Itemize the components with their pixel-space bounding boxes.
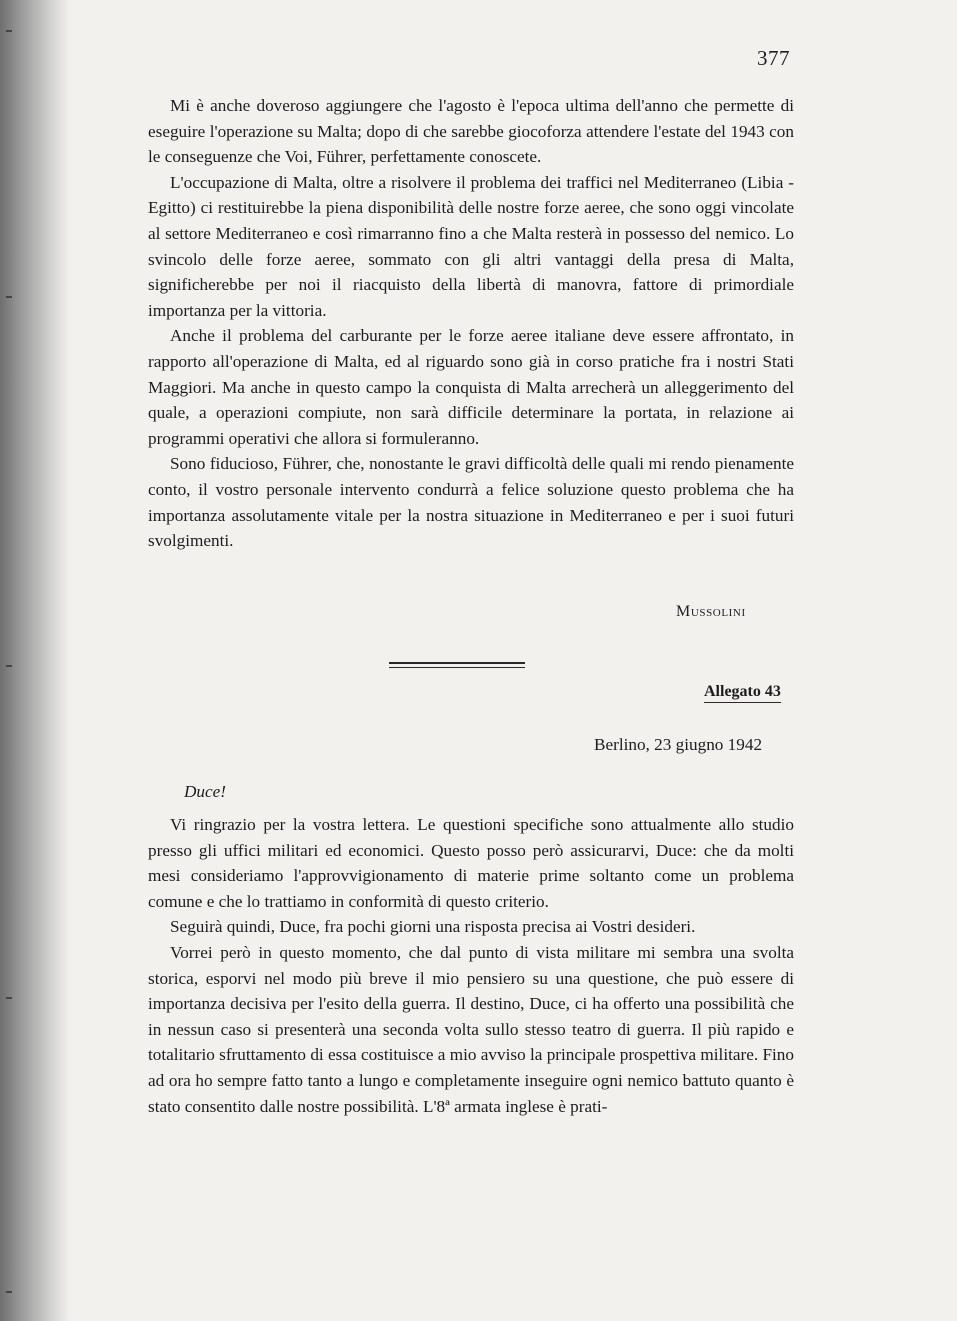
date-line: Berlino, 23 giugno 1942 bbox=[594, 735, 763, 754]
divider-line bbox=[389, 667, 525, 669]
page-number: 377 bbox=[757, 46, 790, 70]
paragraph: Vi ringrazio per la vostra lettera. Le questioni specifiche sono attualmente allo studio presso gli uffici militari ed economici. Questo posso però assicurarvi, Duce: che da molti mesi consideriamo l'approvvigionamento di materie prime soltanto come un problema comune e che lo trattiamo in conformità di questo criterio. bbox=[148, 815, 794, 911]
paragraph: Mi è anche doveroso aggiungere che l'agosto è l'epoca ultima dell'anno che permette di eseguire l'operazione su Malta; dopo di che sarebbe giocoforza attendere l'estate del 1943 con le conseguenze che Voi, Führer, perfettamente conoscete. bbox=[148, 96, 794, 167]
annex-label: Allegato 43 bbox=[704, 682, 781, 703]
scan-binding-shadow bbox=[0, 0, 70, 1321]
paragraph: Anche il problema del carburante per le forze aeree italiane deve essere affrontato, in rapporto all'operazione di Malta, ed al riguardo sono già in corso pratiche fra i nostri Stati Maggiori. Ma anche in questo campo la conquista di Malta arrecherà un alleggerimento del quale, a operazioni compiute, non sarà difficile determinare la portata, in relazione ai programmi operativi che allora si formuleranno. bbox=[148, 326, 794, 448]
letter-body-mussolini bbox=[148, 93, 794, 554]
scan-edge-mark bbox=[6, 1291, 12, 1293]
signature: Mussolini bbox=[676, 603, 746, 620]
scan-edge-mark bbox=[6, 665, 12, 667]
paragraph: Sono fiducioso, Führer, che, nonostante le gravi difficoltà delle quali mi rendo pienamente conto, il vostro personale intervento condurrà a felice soluzione questo problema che ha importanza assolutamente vitale per la nostra situazione in Mediterraneo e per i suoi futuri svolgimenti. bbox=[148, 454, 794, 551]
letter-body-hitler bbox=[148, 812, 794, 1119]
divider-line bbox=[389, 662, 525, 664]
paragraph: Seguirà quindi, Duce, fra pochi giorni una risposta precisa ai Vostri desideri. bbox=[170, 917, 696, 937]
scan-edge-mark bbox=[6, 30, 12, 32]
scan-edge-mark bbox=[6, 997, 12, 999]
paragraph: Vorrei però in questo momento, che dal punto di vista militare mi sembra una svolta storica, esporvi nel modo più breve il mio pensiero su una questione, che può essere di importanza decisiva per l'esito della guerra. Il destino, Duce, ci ha offerto una possibilità che in nessun caso si presenterà una seconda volta sullo stesso teatro di guerra. Il più rapido e totalitario sfruttamento di essa costituisce a mio avviso la principale prospettiva militare. Fino ad ora ho sempre fatto tanto a lungo e completamente inseguire ogni nemico battuto quanto è stato consentito dalle nostre possibilità. L'8ª armata inglese è prati- bbox=[148, 942, 794, 1116]
scan-edge-mark bbox=[6, 296, 12, 298]
salutation: Duce! bbox=[184, 782, 226, 801]
paragraph: L'occupazione di Malta, oltre a risolvere il problema dei traffici nel Mediterraneo (Libia - Egitto) ci restituirebbe la piena disponibilità delle nostre forze aeree, che sono oggi vincolate al settore Mediterraneo e così rimarranno fino a che Malta resterà in possesso del nemico. Lo svincolo delle forze aeree, sommato con gli altri vantaggi della presa di Malta, significherebbe per noi il riacquisto della libertà di manovra, fattore di primordiale importanza per la vittoria. bbox=[148, 172, 794, 320]
section-divider bbox=[389, 662, 525, 671]
